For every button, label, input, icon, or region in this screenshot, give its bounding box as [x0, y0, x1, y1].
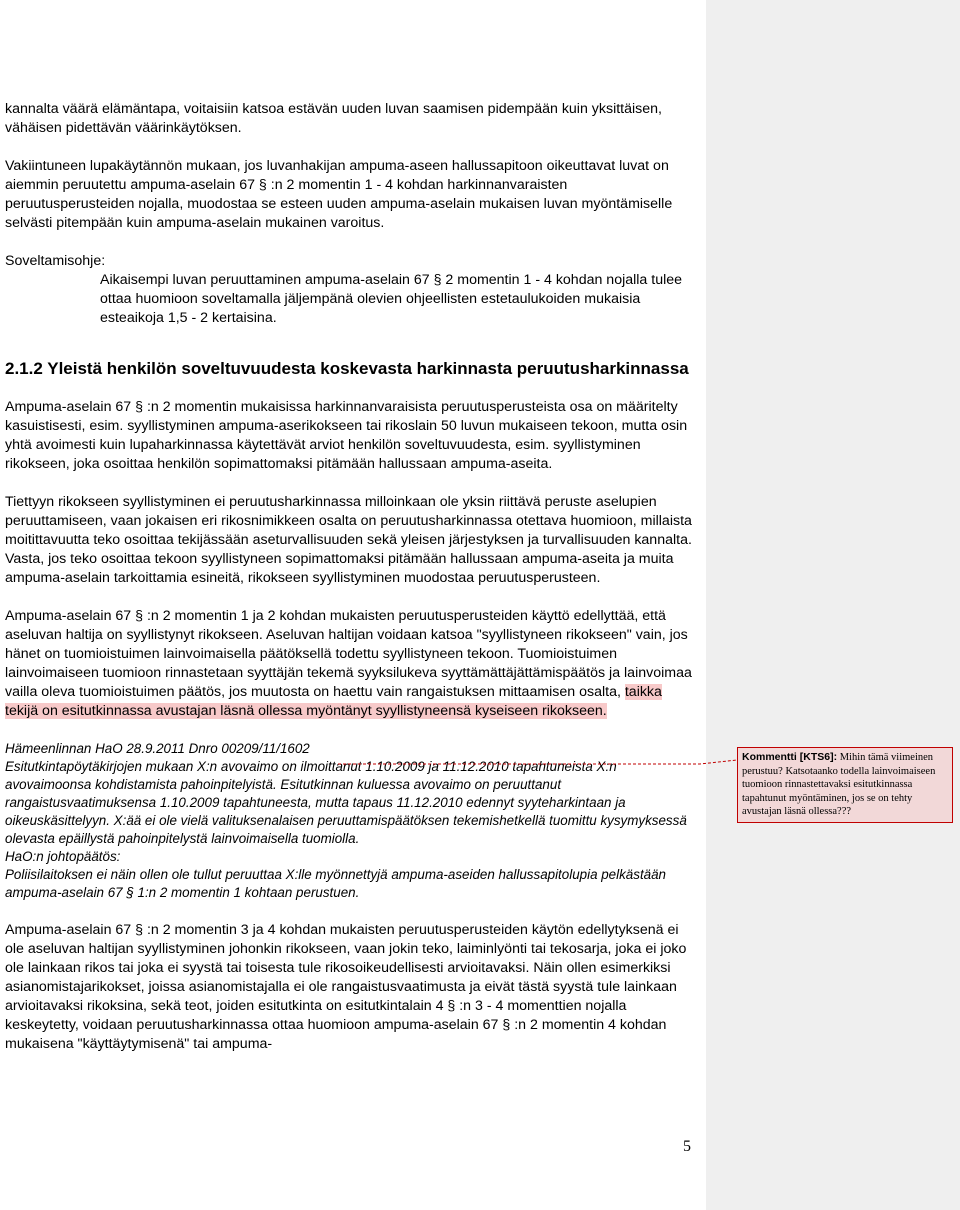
case-conclusion: Poliisilaitoksen ei näin ollen ole tullut peruuttaa X:lle myönnettyjä ampuma-aseiden hallussapitolupia pelkästään ampuma-aselain 67 § 1:n 2 momentin 1 kohtaan perustuen. — [5, 867, 667, 900]
comment-label: Kommentti [KTS6]: — [742, 751, 838, 763]
paragraph-edellytykset — [5, 607, 697, 721]
page-number: 5 — [683, 1138, 691, 1155]
comment-text: Mihin tämä viimeinen perustuu? Katsotaanko todella lainvoimaiseen tuomioon rinnastettavaksi esitutkinnassa tapahtunut myöntäminen, jos se on tehty avustajan läsnä ollessa??? — [742, 752, 936, 817]
case-text: Esitutkintapöytäkirjojen mukaan X:n avovaimo on ilmoittanut 1.10.2009 ja 11.12.2010 tapahtuneista X:n avovaimoonsa kohdistamista pahoinpitelyistä. Esitutkinnan kuluessa avovaimo on peruuttanut rangaistusvaatimuksensa 1.10.2009 tapahtuneesta, mutta tapaus 11.12.2010 edennyt syyteharkintaan ja oikeuskäsittelyyn. X:ää ei ole vielä valituksenalaisen peruuttamispäätöksen tekemishetkellä tuomittu kysymyksessä olevasta epäillystä pahoinpitelystä lainvoimaisella tuomiolla. — [5, 759, 687, 846]
commented-text-highlight[interactable]: taikka tekijä on esitutkinnassa avustajan läsnä ollessa myöntänyt syyllistyneensä kyseiseen rikokseen. — [5, 684, 662, 719]
case-conclusion-label: HaO:n johtopäätös: — [5, 849, 121, 864]
section-heading: 2.1.2 Yleistä henkilön soveltuvuudesta koskevasta harkinnasta peruutusharkinnassa — [5, 359, 689, 378]
paragraph-peruutusperusteet: Ampuma-aselain 67 § :n 2 momentin mukaisissa harkinnanvaraisista peruutusperusteista osa on määritelty kasuistisesti, esim. syyllistyminen ampuma-aserikokseen tai rikoslain 50 luvun mukaiseen tekoon, mutta osin yhtä avoimesti kuin lupaharkinnassa käytettävät arviot henkilön soveltuvuudesta, esim. syyllistyminen rikokseen, joka osoittaa henkilön sopimattomaksi pitämään hallussaan ampuma-aseita. — [5, 399, 688, 472]
soveltamisohje-label: Soveltamisohje: — [5, 253, 106, 269]
document-body — [5, 100, 697, 1054]
paragraph-edellytykset-text: Ampuma-aselain 67 § :n 2 momentin 1 ja 2 kohdan mukaisten peruutusperusteiden käyttö edellyttää, että aseluvan haltija on syyllistynyt rikokseen. Aseluvan haltijan voidaan katsoa "syyllistyneen rikokseen" vain, jos hänet on tuomioistuimen lainvoimaisella päätöksellä todettu syyllistyneen tekoon. Tuomioistuimen lainvoimaiseen tuomioon rinnastetaan syyttäjän tekemä syyksilukeva syyttämättäjättämispäätös ja lainvoimaa vailla oleva tuomioistuimen päätös, jos muutosta on haettu vain rangaistuksen mittaamisen osalta, — [5, 608, 692, 700]
paragraph-kayttaytyminen: Ampuma-aselain 67 § :n 2 momentin 3 ja 4 kohdan mukaisten peruutusperusteiden käytön edellytyksenä ei ole aseluvan haltijan syyllistyminen johonkin rikokseen, vaan jokin teko, laiminlyönti tai tekosarja, joka ei joko ole lainkaan rikos tai joka ei syystä tai toisesta tule rikosoikeudellisesti arvioitavaksi. Näin ollen esimerkiksi asianomistajarikokset, joissa asianomistajalla ei ole rangaistusvaatimusta ja eivät tästä syystä tule lainkaan arvioitavaksi rikoksina, sekä teot, joiden esitutkinta on esitutkintalain 4 § :n 3 - 4 momenttien nojalla keskeytetty, voidaan peruutusharkinnassa ottaa huomioon ampuma-aselain 67 § :n 2 momentin 4 kohdan mukaisena "käyttäytymisenä" tai ampuma- — [5, 922, 687, 1052]
paragraph-rikokseen-syyllistyminen: Tiettyyn rikokseen syyllistyminen ei peruutusharkinnassa milloinkaan ole yksin riittävä peruste aselupien peruuttamiseen, vaan jokaisen eri rikosnimikkeen osalta on peruutusharkinnassa otettava huomioon, millaista moitittavuutta teko osoittaa tekijässään aseturvallisuuden sekä yleisen järjestyksen ja turvallisuuden kannalta. Vasta, jos teko osoittaa tekoon syyllistyneen sopimattomaksi pitämään hallussaan ampuma-aseita ja muita ampuma-aselain tarkoittamia esineitä, rikokseen syyllistyminen muodostaa peruutusperusteen. — [5, 494, 692, 586]
paragraph-intro: kannalta väärä elämäntapa, voitaisiin katsoa estävän uuden luvan saamisen pidempään kuin yksittäisen, vähäisen pidettävän väärinkäytöksen. — [5, 101, 662, 136]
paragraph-lupakaytanto: Vakiintuneen lupakäytännön mukaan, jos luvanhakijan ampuma-aseen hallussapitoon oikeuttavat luvat on aiemmin peruutettu ampuma-aselain 67 § :n 2 momentin 1 - 4 kohdan harkinnanvaraisten peruutusperusteiden nojalla, muodostaa se esteen uuden ampuma-aselain mukaisen luvan myöntämiselle selvästi pitempään kuin ampuma-aselain mukainen varoitus. — [5, 158, 673, 231]
soveltamisohje-text: Aikaisempi luvan peruuttaminen ampuma-aselain 67 § 2 momentin 1 - 4 kohdan nojalla tulee ottaa huomioon soveltamalla jäljempänä olevien ohjeellisten estetaulukoiden mukaisia esteaikoja 1,5 - 2 kertaisina. — [100, 272, 683, 326]
markup-pane — [706, 0, 960, 1210]
case-court: Hämeenlinnan HaO 28.9.2011 Dnro 00209/11/1602 — [5, 741, 310, 756]
comment-balloon[interactable] — [737, 747, 953, 823]
